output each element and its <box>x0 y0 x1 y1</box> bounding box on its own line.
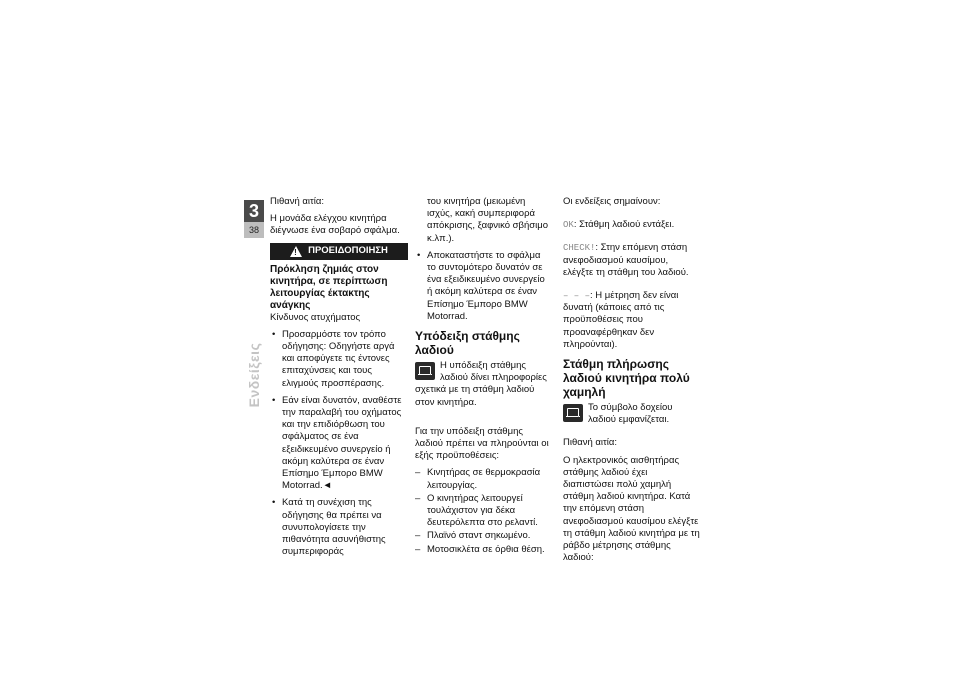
warning-list <box>270 329 408 559</box>
warning-heading: Πρόκληση ζημιάς στον κινητήρα, σε περίπτωση λειτουργίας έκτακτης ανάγκης <box>270 263 388 311</box>
list-item: • Αποκαταστήστε το σφάλμα το συντομότερο δυνατόν σε ένα εξειδικευμένο συνεργείο ή ακόμη καλύτερα σε έναν Επίσημο Έμπορο BMW Motorrad. <box>415 250 549 323</box>
warning-banner <box>270 243 408 260</box>
oil-level-heading: Υπόδειξη στάθμης λαδιού <box>415 329 520 358</box>
page-number: 38 <box>244 222 264 238</box>
dash-code: – – – <box>563 291 591 302</box>
column-3 <box>563 196 700 569</box>
dash-line <box>563 290 700 351</box>
column-2 <box>415 196 549 561</box>
warning-triangle-icon <box>290 246 302 257</box>
ok-text: : Στάθμη λαδιού εντάξει. <box>573 219 675 231</box>
low-oil-para <box>563 402 700 426</box>
list-item: – Πλαϊνό σταντ σηκωμένο. <box>415 530 549 542</box>
cause-text: Ο ηλεκτρονικός αισθητήρας στάθμης λαδιού έχει διαπιστώσει πολύ χαμηλή στάθμη λαδιού κινητήρα. Κατά την επόμενη στάση ανεφοδιασμού καυσίμου ελέγξτε τη στάθμη λαδιού κινητήρα με τη ράβδο μέτρησης στάθμης λαδιού: <box>563 454 700 564</box>
chapter-label <box>247 330 261 420</box>
oil-indicator-para <box>415 360 549 409</box>
list-item: • Προσαρμόστε τον τρόπο οδήγησης: Οδηγήστε αργά και αποφύγετε τις έντονες επιταχύνσεις και τους ελιγμούς προσπέρασης. <box>270 329 408 390</box>
list-item: • Κατά τη συνέχιση της οδήγησης θα πρέπει να συνυπολογίσετε την πιθανότητα ασυνήθιστης συμπεριφοράς <box>270 497 408 558</box>
column-1 <box>270 196 408 563</box>
low-oil-heading: Στάθμη πλήρωσης λαδιού κινητήρα πολύ χαμηλή <box>563 357 690 400</box>
dash-text: : Η μέτρηση δεν είναι δυνατή (κάποιες από τις προϋποθέσεις που προαναφέρθηκαν δεν πληρούνται). <box>563 290 679 350</box>
check-code: CHECK! <box>563 243 596 254</box>
list-item: – Μοτοσικλέτα σε όρθια θέση. <box>415 544 549 556</box>
low-oil-text: Το σύμβολο δοχείου λαδιού εμφανίζεται. <box>588 402 673 426</box>
ok-code: OK <box>563 220 574 231</box>
warning-title: ΠΡΟΕΙΔΟΠΟΙΗΣΗ <box>308 245 388 256</box>
oil-level-icon <box>415 362 435 380</box>
continued-text: του κινητήρα (μειωμένη ισχύς, κακή συμπεριφορά απόκρισης, ξαφνικό σβήσιμο κ.λπ.). <box>427 196 549 244</box>
warning-sub: Κίνδυνος ατυχήματος <box>270 311 361 323</box>
chapter-number: 3 <box>248 201 259 221</box>
prereq-text: Για την υπόδειξη στάθμης λαδιού πρέπει να πληρούνται οι εξής προϋποθέσεις: <box>415 425 549 462</box>
check-text: : Στην επόμενη στάση ανεφοδιασμού καυσίμου, ελέγξτε τη στάθμη του λαδιού. <box>563 242 689 278</box>
oil-can-icon <box>563 404 583 422</box>
prereq-list <box>415 467 549 555</box>
ok-line <box>563 219 700 231</box>
chapter-tab <box>244 200 264 238</box>
fix-list <box>415 250 549 323</box>
list-item: • Εάν είναι δυνατόν, αναθέστε την παραλαβή του οχήματος και την επιδιόρθωση του σφάλματος σε ένα εξειδικευμένο συνεργείο ή ακόμη καλύτερα σε έναν Επίσημο Έμπορο BMW Motorrad.◄ <box>270 395 408 493</box>
chapter-label-text: Ενδείξεις <box>246 342 262 408</box>
cause-label: Πιθανή αιτία: <box>270 196 325 207</box>
cause-label: Πιθανή αιτία: <box>563 437 618 449</box>
cause-text: Η μονάδα ελέγχου κινητήρα διέγνωσε ένα σοβαρό σφάλμα. <box>270 213 400 237</box>
intro-text: Οι ενδείξεις σημαίνουν: <box>563 196 661 207</box>
check-line <box>563 242 700 279</box>
list-item: – Κινητήρας σε θερμοκρασία λειτουργίας. <box>415 467 549 491</box>
list-item: – Ο κινητήρας λειτουργεί τουλάχιστον για δέκα δευτερόλεπτα στο ρελαντί. <box>415 493 549 530</box>
oil-indicator-text: Η υπόδειξη στάθμης λαδιού δίνει πληροφορίες σχετικά με τη στάθμη λαδιού στον κινητήρα. <box>415 360 547 408</box>
